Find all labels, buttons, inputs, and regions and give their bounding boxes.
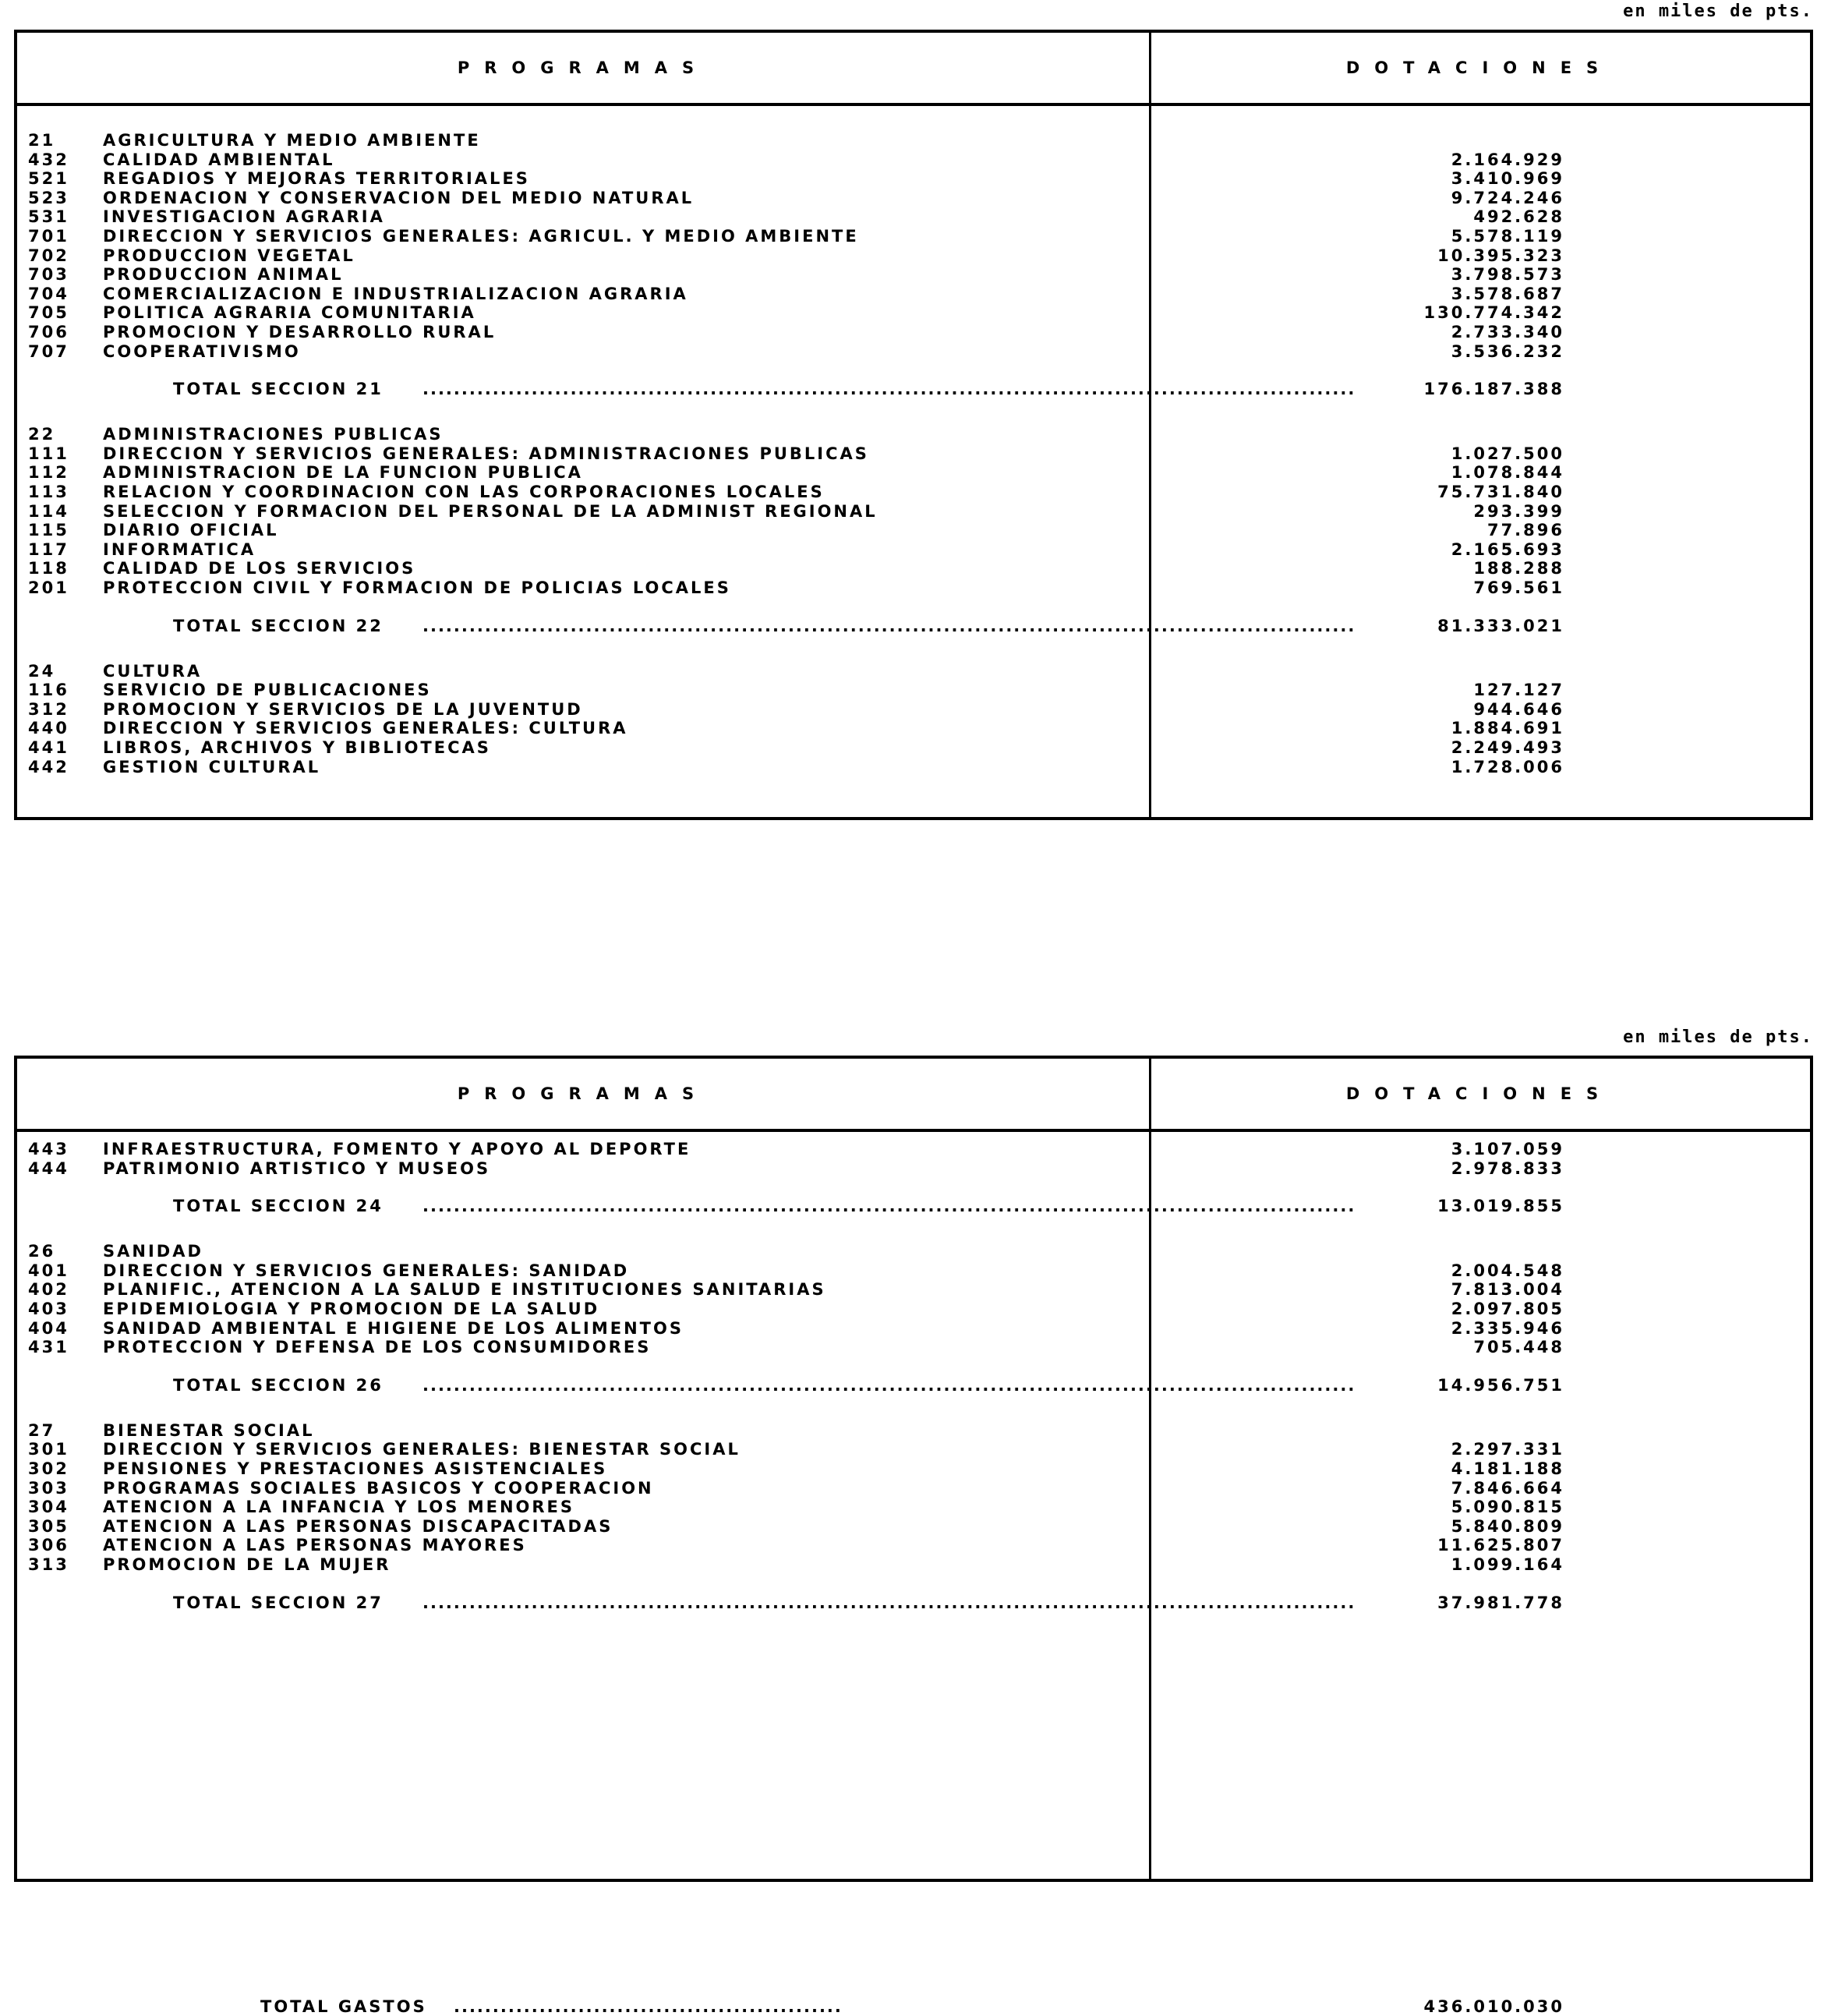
program-code: 301	[28, 1440, 69, 1459]
program-code: 444	[28, 1158, 69, 1178]
program-value: 2.978.833	[1451, 1158, 1564, 1178]
program-value: 5.578.119	[1451, 227, 1564, 246]
program-name: PROMOCION Y SERVICIOS DE LA JUVENTUD	[103, 699, 583, 719]
program-name: PROGRAMAS SOCIALES BASICOS Y COOPERACION	[103, 1478, 654, 1498]
program-code: 705	[28, 303, 69, 323]
program-name: PLANIFIC., ATENCION A LA SALUD E INSTITUCIONES SANITARIAS	[103, 1280, 826, 1300]
program-name: SERVICIO DE PUBLICACIONES	[103, 681, 432, 700]
grand-total-value: 436.010.030	[1423, 1997, 1564, 2016]
program-name: DIRECCION Y SERVICIOS GENERALES: SANIDAD	[103, 1261, 630, 1280]
program-row	[17, 227, 1810, 246]
program-code: 401	[28, 1261, 69, 1280]
program-name: BIENESTAR SOCIAL	[103, 1420, 315, 1440]
program-name: AGRICULTURA Y MEDIO AMBIENTE	[103, 131, 481, 150]
program-name: ADMINISTRACIONES PUBLICAS	[103, 425, 444, 444]
program-name: COMERCIALIZACION E INDUSTRIALIZACION AGRARIA	[103, 284, 688, 303]
program-value: 130.774.342	[1423, 303, 1564, 323]
program-code: 27	[28, 1420, 56, 1440]
program-value: 769.561	[1473, 578, 1564, 597]
section-heading-row	[17, 131, 1810, 150]
program-code: 117	[28, 539, 69, 559]
program-name: ATENCION A LAS PERSONAS MAYORES	[103, 1536, 527, 1555]
program-name: CALIDAD AMBIENTAL	[103, 150, 335, 169]
program-value: 4.181.188	[1451, 1459, 1564, 1478]
grand-total-label: TOTAL GASTOS	[260, 1997, 427, 2016]
program-value: 1.099.164	[1451, 1555, 1564, 1574]
program-code: 707	[28, 341, 69, 361]
program-row	[17, 265, 1810, 284]
section-total-row	[17, 1376, 1810, 1395]
program-row	[17, 285, 1810, 303]
program-row	[17, 207, 1810, 226]
section-total-value: 14.956.751	[1437, 1375, 1564, 1395]
program-name: PRODUCCION ANIMAL	[103, 265, 344, 285]
program-value: 1.728.006	[1451, 757, 1564, 776]
program-name: SELECCION Y FORMACION DEL PERSONAL DE LA ADMINIST REGIONAL	[103, 501, 878, 521]
program-value: 492.628	[1473, 207, 1564, 227]
program-row	[17, 463, 1810, 482]
program-row	[17, 189, 1810, 207]
program-name: PENSIONES Y PRESTACIONES ASISTENCIALES	[103, 1459, 608, 1478]
program-row	[17, 1280, 1810, 1299]
program-name: REGADIOS Y MEJORAS TERRITORIALES	[103, 169, 530, 189]
amounts-header: DOTACIONES	[1345, 1084, 1614, 1103]
program-row	[17, 1159, 1810, 1178]
program-code: 201	[28, 578, 69, 597]
program-code: 116	[28, 681, 69, 700]
program-code: 441	[28, 738, 69, 757]
program-value: 705.448	[1473, 1338, 1564, 1357]
section-total-label: TOTAL SECCION 22	[173, 616, 384, 635]
program-code: 431	[28, 1338, 69, 1357]
program-name: PATRIMONIO ARTISTICO Y MUSEOS	[103, 1158, 491, 1178]
section-heading-row	[17, 662, 1810, 681]
program-code: 403	[28, 1300, 69, 1318]
program-value: 77.896	[1486, 521, 1564, 540]
leader-dots: ........................................................................................................................	[422, 380, 1356, 399]
program-row	[17, 681, 1810, 699]
program-code: 306	[28, 1536, 69, 1555]
program-code: 443	[28, 1140, 69, 1158]
section-heading-row	[17, 425, 1810, 444]
program-code: 704	[28, 284, 69, 303]
program-name: INFORMATICA	[103, 539, 256, 559]
program-name: DIRECCION Y SERVICIOS GENERALES: ADMINISTRACIONES PUBLICAS	[103, 444, 869, 463]
section-total-value: 176.187.388	[1423, 380, 1564, 399]
program-row	[17, 444, 1810, 463]
program-code: 701	[28, 227, 69, 246]
section-total-row	[17, 617, 1810, 635]
program-row	[17, 502, 1810, 521]
program-code: 113	[28, 483, 69, 501]
program-name: DIRECCION Y SERVICIOS GENERALES: CULTURA	[103, 719, 628, 738]
program-name: ATENCION A LA INFANCIA Y LOS MENORES	[103, 1498, 575, 1517]
program-row	[17, 1440, 1810, 1459]
program-value: 7.846.664	[1451, 1478, 1564, 1498]
program-row	[17, 1300, 1810, 1318]
grand-total-row	[17, 1997, 1810, 2016]
program-value: 3.107.059	[1451, 1140, 1564, 1158]
program-value: 293.399	[1473, 501, 1564, 521]
program-value: 188.288	[1473, 559, 1564, 578]
program-value: 3.536.232	[1451, 341, 1564, 361]
section-total-row	[17, 1197, 1810, 1215]
program-row	[17, 1536, 1810, 1554]
program-row	[17, 150, 1810, 169]
section-total-label: TOTAL SECCION 27	[173, 1593, 384, 1612]
program-value: 2.249.493	[1451, 738, 1564, 757]
program-row	[17, 342, 1810, 361]
program-row	[17, 700, 1810, 719]
program-code: 442	[28, 757, 69, 776]
program-row	[17, 758, 1810, 776]
program-code: 302	[28, 1459, 69, 1478]
program-row	[17, 1459, 1810, 1478]
program-value: 2.297.331	[1451, 1440, 1564, 1459]
program-value: 1.078.844	[1451, 463, 1564, 483]
program-name: PROMOCION DE LA MUJER	[103, 1555, 391, 1574]
program-value: 127.127	[1473, 681, 1564, 700]
program-code: 24	[28, 661, 56, 681]
program-value: 7.813.004	[1451, 1280, 1564, 1300]
program-value: 2.164.929	[1451, 150, 1564, 169]
program-code: 404	[28, 1318, 69, 1338]
section-total-label: TOTAL SECCION 26	[173, 1375, 384, 1395]
program-code: 112	[28, 463, 69, 483]
program-code: 26	[28, 1242, 56, 1261]
section-total-value: 37.981.778	[1437, 1593, 1564, 1612]
section-total-row	[17, 380, 1810, 398]
program-value: 1.884.691	[1451, 719, 1564, 738]
program-row	[17, 578, 1810, 597]
amounts-header: DOTACIONES	[1345, 58, 1614, 77]
units-label-1: en miles de pts.	[1623, 2, 1813, 21]
program-row	[17, 719, 1810, 737]
program-code: 312	[28, 699, 69, 719]
program-row	[17, 738, 1810, 757]
program-code: 523	[28, 188, 69, 207]
program-value: 3.578.687	[1451, 284, 1564, 303]
program-code: 706	[28, 323, 69, 341]
program-name: PRODUCCION VEGETAL	[103, 246, 355, 265]
program-row	[17, 1338, 1810, 1356]
program-row	[17, 303, 1810, 322]
table-header-1	[17, 33, 1810, 106]
program-code: 115	[28, 521, 69, 540]
section-total-row	[17, 1593, 1810, 1612]
program-row	[17, 169, 1810, 188]
grand-total-dots: ..................................................	[454, 1997, 843, 2016]
program-value: 2.097.805	[1451, 1300, 1564, 1318]
leader-dots: ........................................................................................................................	[422, 616, 1356, 635]
program-row	[17, 1479, 1810, 1498]
program-name: GESTION CULTURAL	[103, 757, 321, 776]
budget-table-2	[14, 1056, 1813, 2016]
program-name: COOPERATIVISMO	[103, 341, 301, 361]
program-name: PROTECCION CIVIL Y FORMACION DE POLICIAS LOCALES	[103, 578, 731, 597]
program-code: 304	[28, 1498, 69, 1517]
program-value: 5.090.815	[1451, 1498, 1564, 1517]
program-row	[17, 246, 1810, 265]
program-code: 440	[28, 719, 69, 738]
program-row	[17, 1140, 1810, 1158]
program-name: POLITICA AGRARIA COMUNITARIA	[103, 303, 476, 323]
program-row	[17, 1555, 1810, 1574]
program-value: 5.840.809	[1451, 1516, 1564, 1536]
program-code: 114	[28, 501, 69, 521]
program-code: 21	[28, 131, 56, 150]
program-code: 303	[28, 1478, 69, 1498]
program-code: 432	[28, 150, 69, 169]
program-value: 10.395.323	[1437, 246, 1564, 265]
program-value: 2.335.946	[1451, 1318, 1564, 1338]
program-row	[17, 559, 1810, 578]
program-name: PROTECCION Y DEFENSA DE LOS CONSUMIDORES	[103, 1338, 652, 1357]
section-total-label: TOTAL SECCION 24	[173, 1197, 384, 1216]
program-value: 1.027.500	[1451, 444, 1564, 463]
program-value: 3.798.573	[1451, 265, 1564, 285]
program-code: 521	[28, 169, 69, 189]
section-total-label: TOTAL SECCION 21	[173, 380, 384, 399]
program-value: 75.731.840	[1437, 483, 1564, 501]
section-total-value: 13.019.855	[1437, 1197, 1564, 1216]
program-value: 944.646	[1473, 699, 1564, 719]
program-row	[17, 1261, 1810, 1280]
program-row	[17, 540, 1810, 559]
program-name: DIRECCION Y SERVICIOS GENERALES: BIENESTAR SOCIAL	[103, 1440, 741, 1459]
program-code: 313	[28, 1555, 69, 1574]
program-name: SANIDAD	[103, 1242, 203, 1261]
program-name: DIARIO OFICIAL	[103, 521, 279, 540]
program-code: 531	[28, 207, 69, 227]
units-label-2: en miles de pts.	[1623, 1027, 1813, 1047]
program-name: INFRAESTRUCTURA, FOMENTO Y APOYO AL DEPORTE	[103, 1140, 691, 1158]
programs-header: PROGRAMAS	[457, 1084, 709, 1103]
program-value: 2.004.548	[1451, 1261, 1564, 1280]
program-row	[17, 483, 1810, 501]
program-value: 2.165.693	[1451, 539, 1564, 559]
program-name: CALIDAD DE LOS SERVICIOS	[103, 559, 416, 578]
table-header-2	[17, 1059, 1810, 1132]
program-row	[17, 323, 1810, 341]
program-name: RELACION Y COORDINACION CON LAS CORPORACIONES LOCALES	[103, 483, 825, 501]
program-name: ADMINISTRACION DE LA FUNCION PUBLICA	[103, 463, 583, 483]
program-row	[17, 521, 1810, 539]
program-name: DIRECCION Y SERVICIOS GENERALES: AGRICUL. Y MEDIO AMBIENTE	[103, 227, 859, 246]
program-code: 703	[28, 265, 69, 285]
program-name: LIBROS, ARCHIVOS Y BIBLIOTECAS	[103, 738, 491, 757]
program-value: 3.410.969	[1451, 169, 1564, 189]
program-value: 2.733.340	[1451, 323, 1564, 341]
program-row	[17, 1319, 1810, 1338]
program-code: 111	[28, 444, 69, 463]
program-name: SANIDAD AMBIENTAL E HIGIENE DE LOS ALIMENTOS	[103, 1318, 684, 1338]
program-code: 402	[28, 1280, 69, 1300]
program-code: 702	[28, 246, 69, 265]
leader-dots: ........................................................................................................................	[422, 1197, 1356, 1216]
programs-header: PROGRAMAS	[457, 58, 709, 77]
section-total-value: 81.333.021	[1437, 616, 1564, 635]
program-name: EPIDEMIOLOGIA Y PROMOCION DE LA SALUD	[103, 1300, 600, 1318]
program-name: INVESTIGACION AGRARIA	[103, 207, 385, 227]
section-heading-row	[17, 1421, 1810, 1440]
budget-table-1	[14, 30, 1813, 820]
program-name: ATENCION A LAS PERSONAS DISCAPACITADAS	[103, 1516, 613, 1536]
leader-dots: ........................................................................................................................	[422, 1593, 1356, 1612]
program-value: 9.724.246	[1451, 188, 1564, 207]
leader-dots: ........................................................................................................................	[422, 1375, 1356, 1395]
program-row	[17, 1498, 1810, 1516]
program-name: CULTURA	[103, 661, 203, 681]
program-value: 11.625.807	[1437, 1536, 1564, 1555]
program-code: 305	[28, 1516, 69, 1536]
program-code: 118	[28, 559, 69, 578]
program-code: 22	[28, 425, 56, 444]
program-name: ORDENACION Y CONSERVACION DEL MEDIO NATURAL	[103, 188, 695, 207]
program-row	[17, 1517, 1810, 1536]
section-heading-row	[17, 1242, 1810, 1261]
program-name: PROMOCION Y DESARROLLO RURAL	[103, 323, 497, 341]
